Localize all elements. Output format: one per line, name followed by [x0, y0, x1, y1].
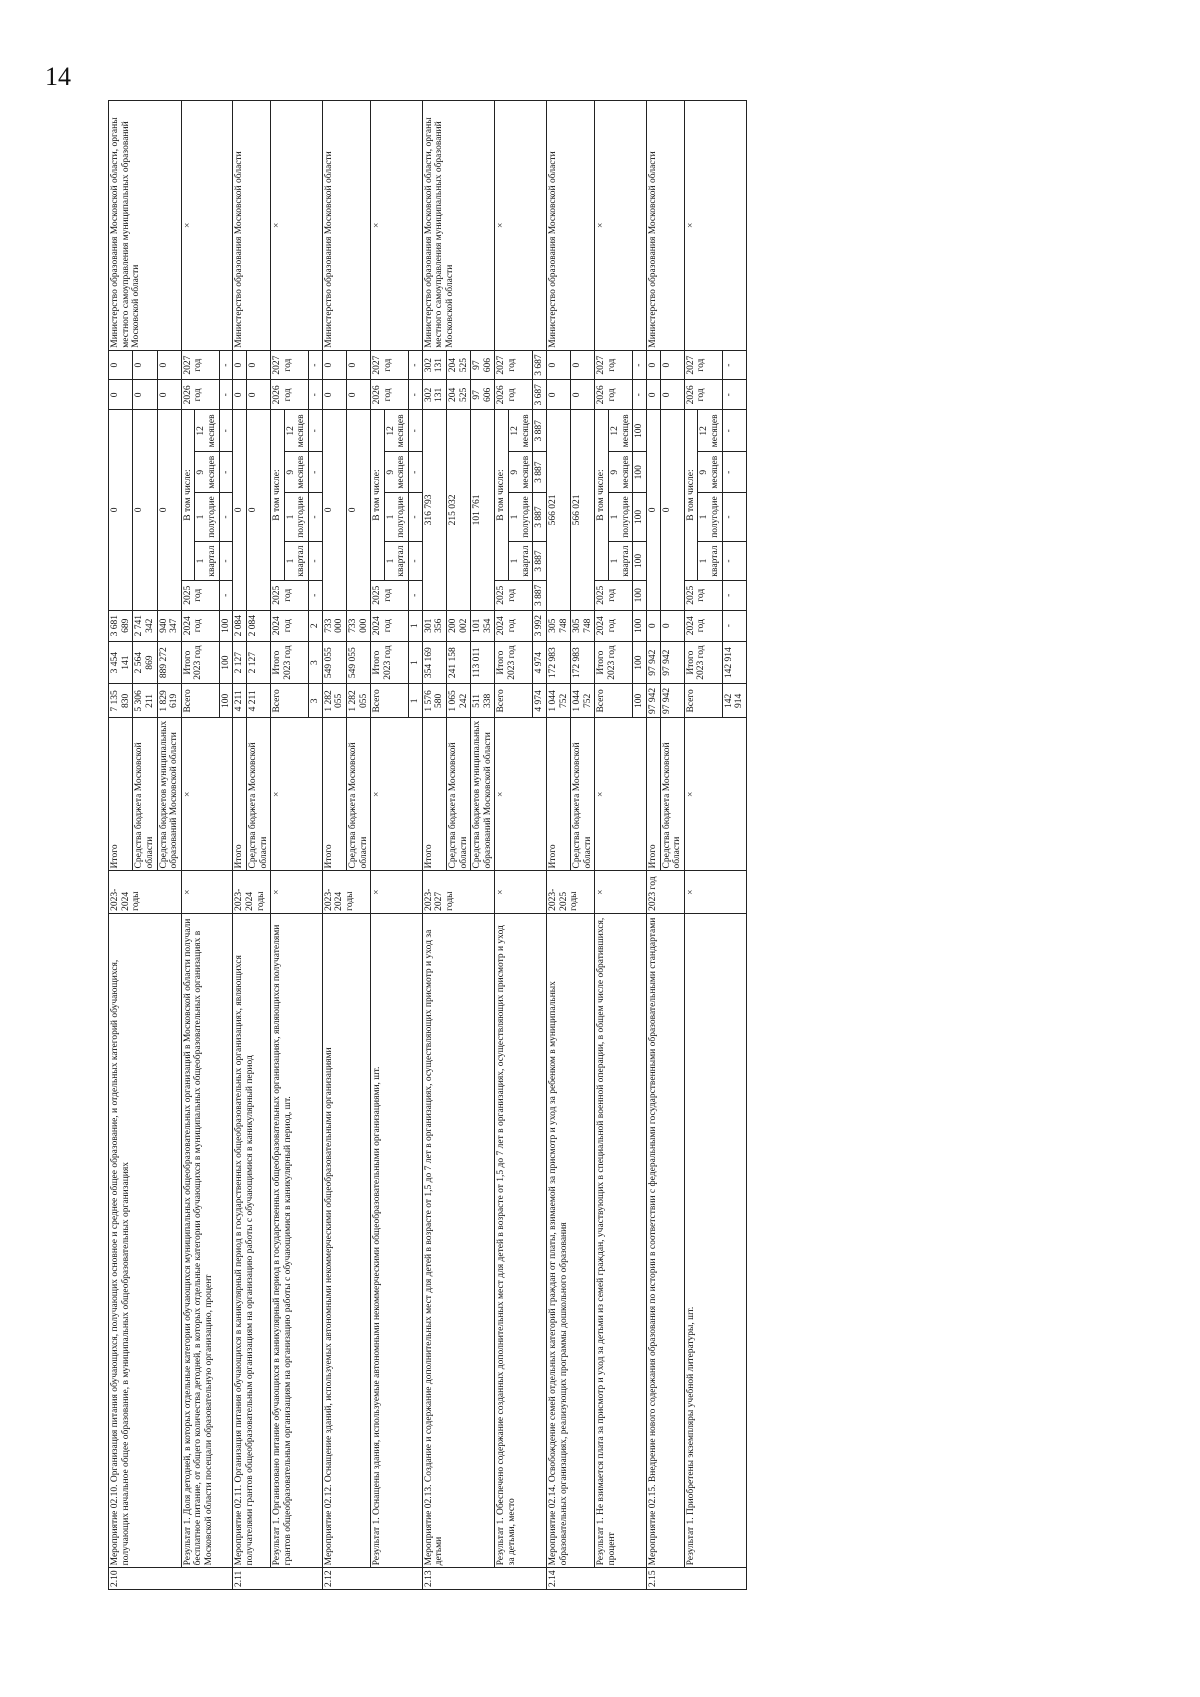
- col-header: 2026 год: [684, 380, 722, 410]
- result-value: -: [309, 410, 323, 452]
- row-number: 2.11: [233, 1568, 322, 1590]
- y2023: 172 983: [571, 641, 595, 684]
- x-mark: ×: [371, 101, 423, 351]
- col-header: 2026 год: [495, 380, 533, 410]
- row-number: 2.13: [422, 1568, 546, 1590]
- y2027: 302 131: [422, 350, 446, 380]
- result-value: 1: [409, 610, 423, 641]
- col-header: 1 полугодие: [698, 492, 722, 541]
- col-header: 9 месяцев: [384, 452, 408, 493]
- result-value: -: [722, 410, 746, 452]
- result-value: 3 687: [533, 350, 547, 380]
- y2025: 0: [157, 410, 181, 610]
- y2025: 566 021: [546, 410, 570, 610]
- result-value: -: [309, 452, 323, 493]
- x-mark: ×: [181, 718, 233, 871]
- y2027: 0: [246, 350, 270, 380]
- funding-source: Итого: [646, 718, 660, 871]
- col-header: Всего: [495, 684, 533, 718]
- result-value: 100: [633, 410, 647, 452]
- x-mark: ×: [684, 718, 746, 871]
- measure-name: Мероприятие 02.14. Освобождение семей отдельных категорий граждан от платы, взимаемой за присмотр и уход за ребенком в муниципальных образовательных организациях, реализующих программы дошкольного образования: [546, 913, 595, 1568]
- y2024: 3 681 689: [109, 610, 133, 641]
- y2027: 0: [322, 350, 346, 380]
- y2025: 566 021: [571, 410, 595, 610]
- responsible: Министерство образования Московской области: [546, 101, 595, 351]
- y2026: 97 606: [471, 380, 495, 410]
- x-mark: ×: [495, 718, 547, 871]
- col-header: 9 месяцев: [195, 452, 219, 493]
- col-header: В том числе:: [595, 410, 609, 581]
- measure-row: [546, 101, 570, 1590]
- col-header: 12 месяцев: [509, 410, 533, 452]
- funding-source: Средства бюджета Московской области: [571, 718, 595, 871]
- y2025: 0: [660, 410, 684, 610]
- y2027: 0: [133, 350, 157, 380]
- col-header: 2025 год: [371, 580, 409, 610]
- col-header: 1 квартал: [284, 542, 308, 581]
- funding-source: Средства бюджетов муниципальных образований Московской области: [471, 718, 495, 871]
- row-number: 2.12: [322, 1568, 422, 1590]
- row-number: 2.15: [646, 1568, 746, 1590]
- result-value: 100: [633, 641, 647, 684]
- funding-source: Средства бюджета Московской области: [446, 718, 470, 871]
- row-number: 2.14: [546, 1568, 646, 1590]
- result-value: -: [409, 380, 423, 410]
- result-value: -: [409, 350, 423, 380]
- funding-source: Средства бюджета Московской области: [346, 718, 370, 871]
- result-value: 100: [633, 542, 647, 581]
- y2023: 172 983: [546, 641, 570, 684]
- result-value: 100: [633, 684, 647, 718]
- funding-source: Итого: [233, 718, 247, 871]
- x-mark: ×: [271, 871, 323, 913]
- y2024: 2 741 342: [133, 610, 157, 641]
- total: 1 282 055: [322, 684, 346, 718]
- result-value: 3 687: [533, 380, 547, 410]
- col-header: 2024 год: [684, 610, 722, 641]
- result-value: 1: [409, 641, 423, 684]
- y2027: 0: [109, 350, 133, 380]
- result-value: 3: [309, 641, 323, 684]
- y2023: 241 158: [446, 641, 470, 684]
- total: 1 044 752: [546, 684, 570, 718]
- result-value: -: [722, 580, 746, 610]
- col-header: 2024 год: [181, 610, 219, 641]
- col-header: В том числе:: [181, 410, 195, 581]
- result-value: 100: [219, 641, 233, 684]
- col-header: 12 месяцев: [284, 410, 308, 452]
- responsible: Министерство образования Московской области: [322, 101, 371, 351]
- measure-name: Мероприятие 02.15. Внедрение нового содержания образования по истории в соответствии с федеральными государственными образовательными стандартами: [646, 913, 684, 1568]
- col-header: 2027 год: [684, 350, 722, 380]
- y2027: 0: [346, 350, 370, 380]
- measure-row: [646, 101, 660, 1590]
- y2025: 0: [646, 410, 660, 610]
- y2026: 0: [246, 380, 270, 410]
- y2027: 0: [546, 350, 570, 380]
- col-header: В том числе:: [271, 410, 285, 581]
- y2024: 2 084: [246, 610, 270, 641]
- result-value: 4 974: [533, 641, 547, 684]
- measure-name: Мероприятие 02.12. Оснащение зданий, используемых автономными некоммерческими общеобразовательными организациями: [322, 913, 371, 1568]
- x-mark: ×: [684, 871, 746, 913]
- total: 1 282 055: [346, 684, 370, 718]
- total: 97 942: [646, 684, 660, 718]
- y2027: 0: [571, 350, 595, 380]
- result-value: -: [722, 610, 746, 641]
- page-number: 14: [45, 62, 71, 91]
- result-value: -: [219, 542, 233, 581]
- period: 2023-2024 годы: [233, 871, 271, 913]
- col-header: 2024 год: [371, 610, 409, 641]
- col-header: Всего: [684, 684, 722, 718]
- y2024: 733 000: [346, 610, 370, 641]
- col-header: 2027 год: [181, 350, 219, 380]
- result-value: -: [633, 350, 647, 380]
- result-value: -: [722, 492, 746, 541]
- result-name: Результат 1. Доля детодней, в которых отдельные категории обучающихся муниципальных общеобразовательных организаций в Московской области получали бесплатное питание, от общего количества детодней, в которых отдельные категории обучающихся в муниципальных общеобразовательных организациях в Московской области посещали образовательную организацию, процент: [181, 913, 233, 1568]
- period: 2023-2027 годы: [422, 871, 495, 913]
- y2023: 113 011: [471, 641, 495, 684]
- y2023: 889 272: [157, 641, 181, 684]
- col-header: 2025 год: [684, 580, 722, 610]
- result-value: -: [722, 542, 746, 581]
- y2023: 2 127: [233, 641, 247, 684]
- x-mark: ×: [271, 101, 323, 351]
- col-header: Итого 2023 год: [271, 641, 309, 684]
- result-value: 1: [409, 684, 423, 718]
- y2023: 3 454 141: [109, 641, 133, 684]
- col-header: Итого 2023 год: [495, 641, 533, 684]
- result-value: 3 887: [533, 580, 547, 610]
- y2027: 97 606: [471, 350, 495, 380]
- total: 4 211: [246, 684, 270, 718]
- result-value: -: [722, 452, 746, 493]
- funding-source: Итого: [322, 718, 346, 871]
- total: 1 576 580: [422, 684, 446, 718]
- total: 511 338: [471, 684, 495, 718]
- total: 1 065 242: [446, 684, 470, 718]
- total: 4 211: [233, 684, 247, 718]
- col-header: 2025 год: [271, 580, 309, 610]
- measure-row: [322, 101, 346, 1590]
- period: 2023-2024 годы: [322, 871, 371, 913]
- total: 1 044 752: [571, 684, 595, 718]
- result-value: -: [409, 452, 423, 493]
- measure-name: Мероприятие 02.10. Организация питания обучающихся, получающих основное и среднее общее образование, и отдельных категорий обучающихся, получающих начальное общее образование, в муниципальных общеобразовательных организациях: [109, 913, 182, 1568]
- funding-source: Средства бюджета Московской области: [660, 718, 684, 871]
- col-header: Всего: [595, 684, 633, 718]
- y2024: 0: [660, 610, 684, 641]
- result-value: -: [409, 580, 423, 610]
- result-value: -: [722, 350, 746, 380]
- col-header: 2024 год: [271, 610, 309, 641]
- x-mark: ×: [181, 101, 233, 351]
- y2025: 0: [322, 410, 346, 610]
- col-header: 9 месяцев: [284, 452, 308, 493]
- y2023: 549 055: [346, 641, 370, 684]
- result-value: -: [309, 542, 323, 581]
- y2026: 204 525: [446, 380, 470, 410]
- y2026: 302 131: [422, 380, 446, 410]
- y2025: 316 793: [422, 410, 446, 610]
- result-value: -: [309, 580, 323, 610]
- result-name: Результат 1. Обеспечено содержание созданных дополнительных мест для детей в возрасте от 1,5 до 7 лет в организациях, осуществляющих присмотр и уход за детьми, место: [495, 913, 547, 1568]
- funding-source: Итого: [422, 718, 446, 871]
- x-mark: ×: [271, 718, 323, 871]
- y2023: 354 169: [422, 641, 446, 684]
- measure-name: Мероприятие 02.13. Создание и содержание дополнительных мест для детей в возрасте от 1,5 до 7 лет в организациях, осуществляющих присмотр и уход за детьми: [422, 913, 495, 1568]
- y2026: 0: [109, 380, 133, 410]
- x-mark: ×: [595, 101, 647, 351]
- funding-source: Итого: [109, 718, 133, 871]
- col-header: 2025 год: [181, 580, 219, 610]
- col-header: 1 полугодие: [509, 492, 533, 541]
- funding-source: Средства бюджета Московской области: [133, 718, 157, 871]
- y2026: 0: [157, 380, 181, 410]
- col-header: 2027 год: [371, 350, 409, 380]
- y2026: 0: [571, 380, 595, 410]
- col-header: 12 месяцев: [195, 410, 219, 452]
- col-header: 12 месяцев: [384, 410, 408, 452]
- col-header: 1 квартал: [509, 542, 533, 581]
- y2025: 215 032: [446, 410, 470, 610]
- total: 7 135 830: [109, 684, 133, 718]
- responsible: Министерство образования Московской области, органы местного самоуправления муниципальных образований Московской области: [422, 101, 495, 351]
- period: 2023-2024 годы: [109, 871, 182, 913]
- col-header: 2027 год: [271, 350, 309, 380]
- col-header: 12 месяцев: [698, 410, 722, 452]
- y2026: 0: [233, 380, 247, 410]
- funding-source: Средства бюджета Московской области: [246, 718, 270, 871]
- y2026: 0: [322, 380, 346, 410]
- y2026: 0: [546, 380, 570, 410]
- y2023: 2 127: [246, 641, 270, 684]
- y2024: 2 084: [233, 610, 247, 641]
- col-header: Итого 2023 год: [595, 641, 633, 684]
- result-value: 3 887: [533, 492, 547, 541]
- row-number: 2.10: [109, 1568, 233, 1590]
- result-value: 100: [219, 610, 233, 641]
- y2026: 0: [660, 380, 684, 410]
- result-value: 3 887: [533, 452, 547, 493]
- result-name: Результат 1. Не взимается плата за присмотр и уход за детьми из семей граждан, участвующих в специальной военной операции, в общем числе обратившихся, процент: [595, 913, 647, 1568]
- result-value: 100: [633, 610, 647, 641]
- col-header: 2027 год: [595, 350, 633, 380]
- y2025: 0: [133, 410, 157, 610]
- y2025: 101 761: [471, 410, 495, 610]
- x-mark: ×: [181, 871, 233, 913]
- col-header: В том числе:: [684, 410, 698, 581]
- result-value: 3 992: [533, 610, 547, 641]
- measure-row: [233, 101, 247, 1590]
- measure-row: [422, 101, 446, 1590]
- col-header: Итого 2023 год: [371, 641, 409, 684]
- y2024: 305 748: [546, 610, 570, 641]
- col-header: 9 месяцев: [698, 452, 722, 493]
- x-mark: ×: [371, 871, 423, 913]
- y2025: 0: [233, 410, 247, 610]
- x-mark: ×: [495, 101, 547, 351]
- y2025: 0: [109, 410, 133, 610]
- y2024: 301 356: [422, 610, 446, 641]
- col-header: Всего: [271, 684, 309, 718]
- x-mark: ×: [371, 718, 423, 871]
- total: 97 942: [660, 684, 684, 718]
- col-header: 2027 год: [495, 350, 533, 380]
- result-value: -: [309, 492, 323, 541]
- result-value: 3 887: [533, 410, 547, 452]
- col-header: Итого 2023 год: [181, 641, 219, 684]
- y2024: 940 347: [157, 610, 181, 641]
- responsible: Министерство образования Московской области: [233, 101, 271, 351]
- result-value: -: [219, 410, 233, 452]
- measure-row: [109, 101, 133, 1590]
- col-header: 1 квартал: [609, 542, 633, 581]
- col-header: Всего: [371, 684, 409, 718]
- result-value: -: [219, 380, 233, 410]
- col-header: 1 полугодие: [195, 492, 219, 541]
- y2023: 97 942: [646, 641, 660, 684]
- x-mark: ×: [595, 871, 647, 913]
- program-table: [108, 100, 747, 1590]
- col-header: 2024 год: [595, 610, 633, 641]
- result-value: 142 914: [722, 641, 746, 684]
- col-header: 9 месяцев: [609, 452, 633, 493]
- col-header: 1 полугодие: [609, 492, 633, 541]
- result-value: -: [219, 452, 233, 493]
- y2024: 305 748: [571, 610, 595, 641]
- col-header: В том числе:: [495, 410, 509, 581]
- result-value: 100: [219, 684, 233, 718]
- y2024: 101 354: [471, 610, 495, 641]
- result-value: 4 974: [533, 684, 547, 718]
- col-header: 1 полугодие: [384, 492, 408, 541]
- col-header: Итого 2023 год: [684, 641, 722, 684]
- y2023: 2 564 869: [133, 641, 157, 684]
- col-header: 12 месяцев: [609, 410, 633, 452]
- result-value: 100: [633, 452, 647, 493]
- funding-source: Средства бюджетов муниципальных образований Московской области: [157, 718, 181, 871]
- y2027: 204 525: [446, 350, 470, 380]
- col-header: 1 квартал: [698, 542, 722, 581]
- y2023: 549 055: [322, 641, 346, 684]
- result-value: 3: [309, 684, 323, 718]
- result-value: -: [309, 350, 323, 380]
- y2024: 0: [646, 610, 660, 641]
- responsible: Министерство образования Московской области: [646, 101, 684, 351]
- col-header: Всего: [181, 684, 219, 718]
- y2024: 733 000: [322, 610, 346, 641]
- period: 2023 год: [646, 871, 684, 913]
- x-mark: ×: [495, 871, 547, 913]
- total: 5 306 211: [133, 684, 157, 718]
- col-header: 2026 год: [595, 380, 633, 410]
- result-name: Результат 1. Оснащены здания, используемые автономными некоммерческими общеобразовательными организациями, шт.: [371, 913, 423, 1568]
- result-value: -: [633, 380, 647, 410]
- result-value: 3 887: [533, 542, 547, 581]
- result-value: 142 914: [722, 684, 746, 718]
- result-value: 100: [633, 492, 647, 541]
- y2023: 97 942: [660, 641, 684, 684]
- col-header: 1 квартал: [384, 542, 408, 581]
- y2027: 0: [233, 350, 247, 380]
- result-value: -: [409, 492, 423, 541]
- x-mark: ×: [595, 718, 647, 871]
- col-header: 1 квартал: [195, 542, 219, 581]
- y2027: 0: [646, 350, 660, 380]
- funding-source: Итого: [546, 718, 570, 871]
- col-header: 2025 год: [595, 580, 633, 610]
- y2027: 0: [660, 350, 684, 380]
- y2025: 0: [346, 410, 370, 610]
- x-mark: ×: [684, 101, 746, 351]
- col-header: 2026 год: [181, 380, 219, 410]
- result-value: -: [219, 580, 233, 610]
- y2025: 0: [246, 410, 270, 610]
- y2026: 0: [133, 380, 157, 410]
- y2024: 200 002: [446, 610, 470, 641]
- result-name: Результат 1. Приобретены экземпляры учебной литературы, шт.: [684, 913, 746, 1568]
- col-header: 2025 год: [495, 580, 533, 610]
- rotated-table-container: [108, 100, 1048, 1590]
- col-header: 2026 год: [271, 380, 309, 410]
- y2026: 0: [346, 380, 370, 410]
- y2027: 0: [157, 350, 181, 380]
- period: 2023-2025 годы: [546, 871, 595, 913]
- col-header: 2024 год: [495, 610, 533, 641]
- col-header: 2026 год: [371, 380, 409, 410]
- result-name: Результат 1. Организовано питание обучающихся в каникулярный период в государственных общеобразовательных организациях, являющихся получателями грантов общеобразовательным организациям на организацию работы с обучающимися в каникулярный период, шт.: [271, 913, 323, 1568]
- result-value: 2: [309, 610, 323, 641]
- responsible: Министерство образования Московской области, органы местного самоуправления муниципальных образований Московской области: [109, 101, 182, 351]
- result-value: -: [409, 542, 423, 581]
- measure-name: Мероприятие 02.11. Организация питания обучающихся в каникулярный период в государственных общеобразовательных организациях, являющихся получателями грантов общеобразовательным организациям на организацию работы с обучающимися в каникулярный период: [233, 913, 271, 1568]
- result-value: -: [309, 380, 323, 410]
- result-value: 100: [633, 580, 647, 610]
- total: 1 829 619: [157, 684, 181, 718]
- result-value: -: [219, 492, 233, 541]
- result-value: -: [219, 350, 233, 380]
- col-header: 1 полугодие: [284, 492, 308, 541]
- col-header: 9 месяцев: [509, 452, 533, 493]
- y2026: 0: [646, 380, 660, 410]
- result-value: -: [722, 380, 746, 410]
- result-value: -: [409, 410, 423, 452]
- col-header: В том числе:: [371, 410, 385, 581]
